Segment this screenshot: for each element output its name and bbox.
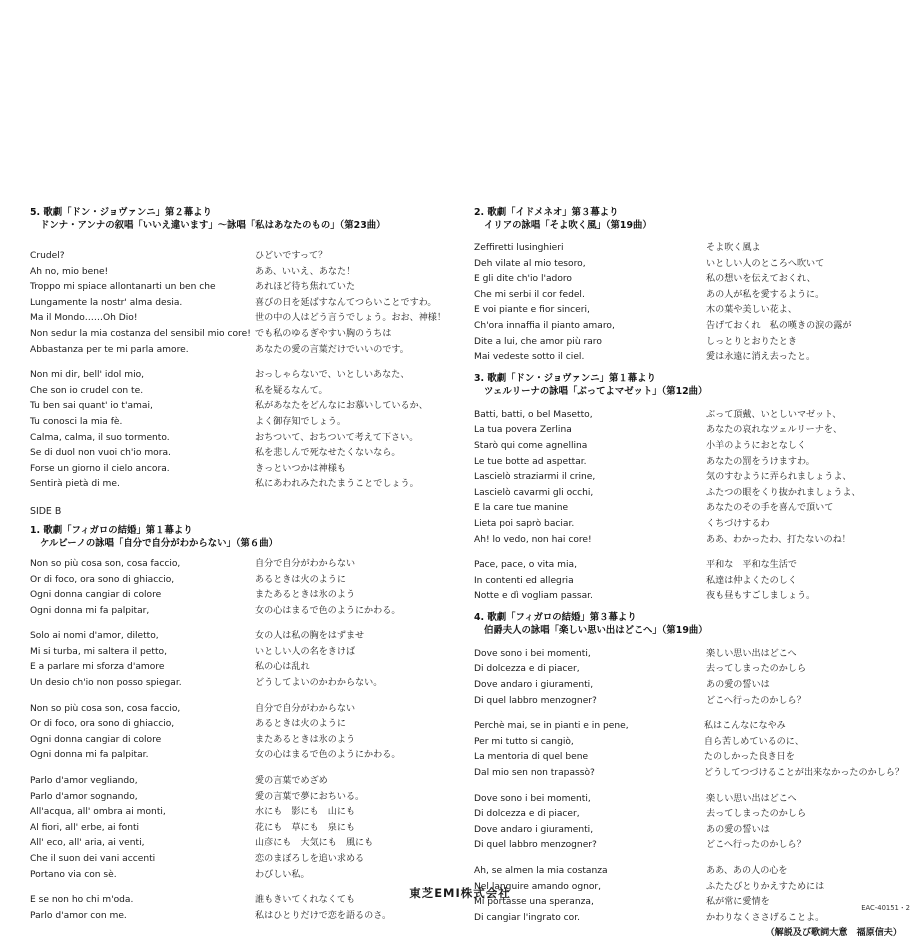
lyric-line: どうしてよいのかわからない。 (255, 678, 383, 689)
stanza (30, 702, 450, 764)
stanza (30, 629, 450, 691)
lyric-line: ああ、あの人の心を (706, 866, 788, 876)
stanza-gap (474, 782, 904, 792)
lyric-line: 誰もきいてくれなくても (255, 895, 356, 906)
japanese-text (704, 719, 904, 781)
lyric-line: Non so più cosa son, cosa faccio, (30, 558, 181, 569)
japanese-text (255, 629, 382, 691)
italian-text (30, 629, 255, 691)
credit-line: （解説及び歌詞大意 福原信夫） (765, 928, 902, 939)
italian-text (474, 558, 706, 605)
lyric-line: たのしかった良き日を (703, 752, 795, 763)
lyric-line: Ah! lo vedo, non hai core! (474, 534, 592, 545)
lyric-line: Ch'ora innaffia il pianto amaro, (474, 320, 615, 331)
lyric-line: Non so più cosa son, cosa faccio, (30, 703, 181, 714)
lyric-line: 自ら苦しめているのに、 (703, 736, 804, 747)
lyric-line: Che il suon dei vani accenti (30, 854, 156, 864)
lyric-line: きっといつかは神様も (255, 463, 346, 474)
section-heading: 2. 歌劇「イドメネオ」第３幕より イリアの詠唱「そよ吹く風」（第19曲） (474, 206, 904, 232)
lyric-line: 愛は永遠に消え去ったと。 (706, 352, 816, 363)
lyric-line: Ah, se almen la mia costanza (474, 866, 608, 876)
lyric-line: 山彦にも 大気にも 風にも (255, 838, 374, 849)
lyric-line: Di cangiar l'ingrato cor. (474, 912, 581, 923)
stanza-gap (30, 619, 450, 629)
lyrics-idomeneo-ilia (474, 241, 904, 366)
lyric-line: またあるときは氷のよう (255, 590, 356, 601)
stanza (474, 719, 904, 781)
lyric-line: おっしゃらないで、いとしいあなた、 (255, 370, 410, 381)
lyric-line: どこへ行ったのかしら？ (706, 840, 806, 851)
lyric-line: Un desio ch'io non posso spiegar. (30, 678, 182, 689)
lyric-line: La mentoria di quel bene (474, 752, 589, 763)
lyric-line: 花にも 草にも 泉にも (255, 822, 356, 833)
section-subheading: ケルビーノの詠唱「自分で自分がわからない」（第６曲） (40, 537, 279, 549)
lyric-line: 愛の言葉でめざめ (255, 776, 328, 787)
lyric-line: Parlo d'amor sognando, (30, 791, 138, 802)
lyric-line: Ogni donna mi fa palpitar. (30, 750, 149, 761)
section-subheading: ドンナ・アンナの叙唱「いいえ違います」〜詠唱「私はあなたのもの」（第23曲） (40, 220, 386, 231)
lyric-line: あの人が私を愛するように。 (706, 289, 825, 300)
stanza (474, 792, 904, 854)
lyric-line: 平和な 平和な生活で (706, 560, 797, 571)
right-column (474, 206, 904, 940)
japanese-text (706, 647, 806, 709)
lyric-line: あの愛の誓いは (706, 680, 770, 691)
lyric-line: 私はこんなになやみ (703, 721, 786, 732)
lyric-line: あなたのその手を喜んで頂いて (706, 503, 834, 514)
lyric-line: Mi portasse una speranza, (474, 897, 594, 908)
japanese-text (706, 408, 861, 548)
lyric-line: Di quel labbro menzogner? (474, 840, 597, 851)
lyric-line: Lungamente la nostr' alma desia. (30, 297, 183, 308)
lyric-line: ふたつの眼をくり抜かれましょうよ、 (706, 487, 861, 498)
italian-text (30, 249, 255, 358)
lyric-line: 自分で自分がわからない (255, 558, 356, 569)
lyric-line: わびしい私。 (255, 869, 310, 880)
lyric-line: Dove sono i bei momenti, (474, 793, 591, 804)
lyric-line: Nel languire amando ognor, (474, 881, 602, 892)
lyrics-don-giovanni-anna (30, 249, 450, 493)
lyric-line: Parlo d'amor con me. (30, 910, 127, 921)
lyric-line: Dove andaro i giuramenti, (474, 680, 594, 691)
stanza (474, 558, 904, 605)
lyric-line: Ma il Mondo……Oh Dio! (30, 313, 138, 324)
lyric-line: Dal mio sen non trapassò? (474, 768, 595, 779)
italian-text (30, 702, 255, 764)
lyric-line: どうしてつづけることが出来なかったのかしら？ (703, 768, 904, 779)
lyric-line: あるときは火のように (255, 574, 346, 585)
lyric-line: ひどいですって？ (255, 251, 328, 261)
lyric-line: 水にも 影にも 山にも (255, 807, 356, 818)
lyric-line: Di dolcezza e di piacer, (474, 809, 580, 820)
stanza-gap (30, 764, 450, 774)
lyric-line: 告げておくれ 私の嘆きの涙の露が (706, 320, 852, 331)
lyric-line: 愛の言葉で夢におちいる。 (255, 791, 365, 802)
lyric-line: 去ってしまったのかしら (706, 664, 807, 675)
lyric-line: 私の心は乱れ (255, 662, 310, 673)
lyric-line: Sentirà pietà di me. (30, 479, 120, 490)
lyric-line: Per mi tutto si cangiò, (474, 736, 574, 747)
italian-text (30, 557, 255, 619)
lyric-line: 世の中の人はどう言うでしょう。おお、神様！ (255, 313, 446, 324)
lyric-line: Lieta poi saprò baciar. (474, 518, 575, 529)
lyric-line: 去ってしまったのかしら (706, 809, 807, 820)
lyric-line: Lascielò straziarmi il crine, (474, 472, 596, 483)
lyric-line: Dove andaro i giuramenti, (474, 824, 594, 835)
lyric-line: Perchè mai, se in pianti e in pene, (474, 721, 629, 732)
lyric-line: Lascielò cavarmi gli occhi, (474, 487, 594, 498)
lyric-line: Forse un giorno il cielo ancora. (30, 463, 170, 474)
lyric-line: Troppo mi spiace allontanarti un ben che (30, 282, 216, 293)
lyric-line: そよ吹く風よ (706, 243, 761, 253)
lyric-line: 自分で自分がわからない (255, 703, 356, 714)
catalog-number: EAC-40151・2 (861, 904, 910, 912)
japanese-text (255, 557, 400, 619)
section-heading: 5. 歌劇「ドン・ジョヴァンニ」第２幕より ドンナ・アンナの叙唱「いいえ違います」〜詠唱「私はあなたのもの」（第23曲） (30, 206, 450, 232)
lyric-line: いとしい人の名をきけば (255, 646, 356, 657)
italian-text (474, 792, 706, 854)
lyric-line: 小羊のようにおとなしく (706, 440, 807, 451)
lyric-line: Solo ai nomi d'amor, diletto, (30, 631, 159, 642)
stanza-gap (30, 358, 450, 368)
lyric-line: Mai vedeste sotto il ciel. (474, 352, 585, 363)
section-heading: 1. 歌劇「フィガロの結婚」第１幕より ケルビーノの詠唱「自分で自分がわからない」（第６曲） (30, 524, 450, 550)
lyric-line: 楽しい思い出はどこへ (706, 648, 797, 659)
lyric-line: 私を疑るなんて。 (255, 385, 328, 396)
lyric-line: Starò qui come agnellina (474, 440, 588, 451)
lyric-line: ああ、いいえ、あなた！ (255, 266, 356, 277)
lyric-line: Calma, calma, il suo tormento. (30, 432, 170, 443)
stanza-gap (474, 709, 904, 719)
italian-text (30, 368, 255, 493)
lyric-line: あの愛の誓いは (706, 824, 770, 835)
lyric-line: 女の心はまるで色のようにかわる。 (255, 750, 401, 761)
lyric-line: Ogni donna mi fa palpitar, (30, 605, 150, 616)
lyric-line: Or di foco, ora sono di ghiaccio, (30, 574, 175, 585)
lyric-line: 女の心はまるで色のようにかわる。 (255, 605, 401, 616)
lyric-line: おちついて、おちついて考えて下さい。 (255, 432, 419, 443)
lyric-line: E voi piante e fior sinceri, (474, 305, 590, 316)
stanza (30, 557, 450, 619)
lyric-line: 私があなたをどんなにお慕いしているか、 (255, 401, 428, 412)
japanese-text (255, 702, 400, 764)
stanza (30, 249, 450, 358)
lyric-line: 私が常に愛情を (706, 897, 770, 908)
lyric-line: E gli dite ch'io l'adoro (474, 274, 572, 285)
lyric-line: ふたたびとりかえすためには (706, 881, 825, 892)
publisher-name: 東芝EMI株式会社 (409, 886, 511, 900)
lyric-line: Pace, pace, o vita mia, (474, 560, 577, 571)
lyric-line: All' eco, all' aria, ai venti, (30, 838, 145, 849)
japanese-text (255, 249, 446, 358)
lyric-line: In contenti ed allegria (474, 575, 574, 586)
stanza (30, 368, 450, 493)
italian-text (474, 719, 704, 781)
lyric-line: あなたの哀れなツェルリーナを、 (706, 425, 843, 436)
lyric-line: La tua povera Zerlina (474, 425, 572, 436)
lyric-line: Al fiori, all' erbe, ai fonti (30, 822, 140, 833)
lyric-line: Di quel labbro menzogner? (474, 695, 597, 706)
lyric-line: E a parlare mi sforza d'amore (30, 662, 165, 673)
japanese-text (255, 774, 373, 883)
lyric-line: よく御存知でしょう。 (255, 416, 346, 427)
italian-text (30, 774, 255, 883)
lyric-line: E se non ho chi m'oda. (30, 895, 134, 906)
italian-text (474, 241, 706, 366)
lyric-line: あなたの罰をうけますわ。 (706, 456, 815, 467)
stanza (474, 647, 904, 709)
lyric-line: Dite a lui, che amor più raro (474, 336, 602, 347)
lyric-line: Di dolcezza e di piacer, (474, 664, 580, 675)
lyric-line: 楽しい思い出はどこへ (706, 793, 797, 804)
stanza-gap (474, 854, 904, 864)
lyric-line: Mi si turba, mi saltera il petto, (30, 646, 167, 657)
lyric-line: Ogni donna cangiar di colore (30, 590, 162, 601)
lyric-line: Portano via con sè. (30, 869, 117, 880)
lyric-line: しっとりとおりたとき (706, 336, 797, 347)
japanese-text (706, 241, 852, 366)
stanza (474, 408, 904, 548)
lyric-line: 私達は仲よくたのしく (706, 575, 797, 586)
lyric-line: All'acqua, all' ombra ai monti, (30, 807, 166, 818)
lyric-line: Tu conosci la mia fè. (30, 416, 123, 427)
stanza (474, 241, 904, 366)
lyric-line: ああ、わかったわ、打たないのね！ (706, 534, 851, 545)
lyric-line: Parlo d'amor vegliando, (30, 776, 138, 787)
lyric-line: あるときは火のように (255, 719, 346, 730)
lyric-line: Ah no, mio bene! (30, 266, 109, 277)
stanza-gap (30, 692, 450, 702)
italian-text (474, 647, 706, 709)
lyric-line: Deh vilate al mio tesoro, (474, 258, 586, 269)
lyric-line: Abbastanza per te mi parla amore. (30, 344, 189, 355)
lyric-line: Che son io crudel con te. (30, 385, 144, 396)
lyrics-figaro-cherubino (30, 557, 450, 924)
lyric-line: かわりなくささげることよ。 (706, 912, 825, 923)
section-heading: 4. 歌劇「フィガロの結婚」第３幕より 伯爵夫人の詠唱「楽しい思い出はどこへ」（第19曲） (474, 611, 904, 637)
italian-text (474, 408, 706, 548)
japanese-text (706, 792, 806, 854)
lyric-line: Tu ben sai quant' io t'amai, (30, 401, 153, 412)
lyric-line: E la care tue manine (474, 503, 569, 514)
lyric-line: 私の想いを伝えておくれ、 (706, 274, 816, 285)
section-subheading: ツェルリーナの詠唱「ぶってよマゼット」（第12曲） (484, 385, 708, 397)
lyric-line: Or di foco, ora sono di ghiaccio, (30, 719, 175, 730)
lyric-line: 喜びの日を延ばすなんてつらいことですわ。 (255, 297, 437, 308)
lyric-line: くちづけするわ (706, 518, 770, 529)
lyric-line: いとしい人のところへ吹いて (706, 258, 825, 269)
lyric-line: Se di duol non vuoi ch'io mora. (30, 448, 171, 459)
lyric-line: あなたの愛の言葉だけでいいのです。 (255, 344, 409, 355)
lyric-line: 恋のまぼろしを追い求める (255, 854, 365, 864)
lyric-line: Notte e dì vogliam passar. (474, 591, 593, 602)
section-subheading: 伯爵夫人の詠唱「楽しい思い出はどこへ」（第19曲） (484, 624, 708, 636)
section-heading: 3. 歌劇「ドン・ジョヴァンニ」第１幕より ツェルリーナの詠唱「ぶってよマゼット」（第12曲） (474, 372, 904, 398)
lyric-line: Zeffiretti lusinghieri (474, 243, 564, 253)
lyric-line: Che mi serbi il cor fedel. (474, 289, 585, 300)
side-label: SIDE B (30, 505, 62, 517)
japanese-text (706, 558, 815, 605)
lyric-line: 夜も昼もすごしましょう。 (706, 591, 816, 602)
lyric-line: 私にあわれみたれたまうことでしょう。 (255, 479, 419, 490)
stanza (30, 774, 450, 883)
lyric-line: 木の葉や美しい花よ、 (706, 305, 797, 316)
lyric-line: 私はひとりだけで恋を語るのさ。 (255, 910, 392, 921)
lyric-line: でも私のゆるぎやすい胸のうちは (255, 328, 392, 339)
lyric-line: どこへ行ったのかしら？ (706, 695, 806, 706)
japanese-text (255, 368, 428, 493)
lyric-line: 気のすむように弄られましょうよ、 (706, 472, 852, 483)
lyric-line: ぶって頂戴、いとしいマゼット、 (706, 409, 842, 420)
lyric-line: Le tue botte ad aspettar. (474, 456, 587, 467)
lyric-line: Crudel? (30, 251, 65, 261)
lyrics-don-giovanni-zerlina (474, 408, 904, 605)
lyric-line: Non mi dir, bell' idol mio, (30, 370, 145, 381)
lyric-line: Batti, batti, o bel Masetto, (474, 409, 593, 420)
lyric-line: 私を悲しんで死なせたくないなら。 (255, 448, 401, 459)
lyric-line: またあるときは氷のよう (255, 734, 356, 745)
lyric-line: Non sedur la mia costanza del sensibil mio core! (30, 328, 251, 339)
left-column (30, 206, 450, 924)
stanza-gap (474, 548, 904, 558)
lyric-line: Dove sono i bei momenti, (474, 648, 591, 659)
section-subheading: イリアの詠唱「そよ吹く風」（第19曲） (484, 220, 652, 231)
lyric-line: 女の人は私の胸をはずませ (255, 631, 365, 642)
lyric-line: あれほど待ち焦れていた (255, 282, 356, 293)
lyric-line: Ogni donna cangiar di colore (30, 734, 162, 745)
